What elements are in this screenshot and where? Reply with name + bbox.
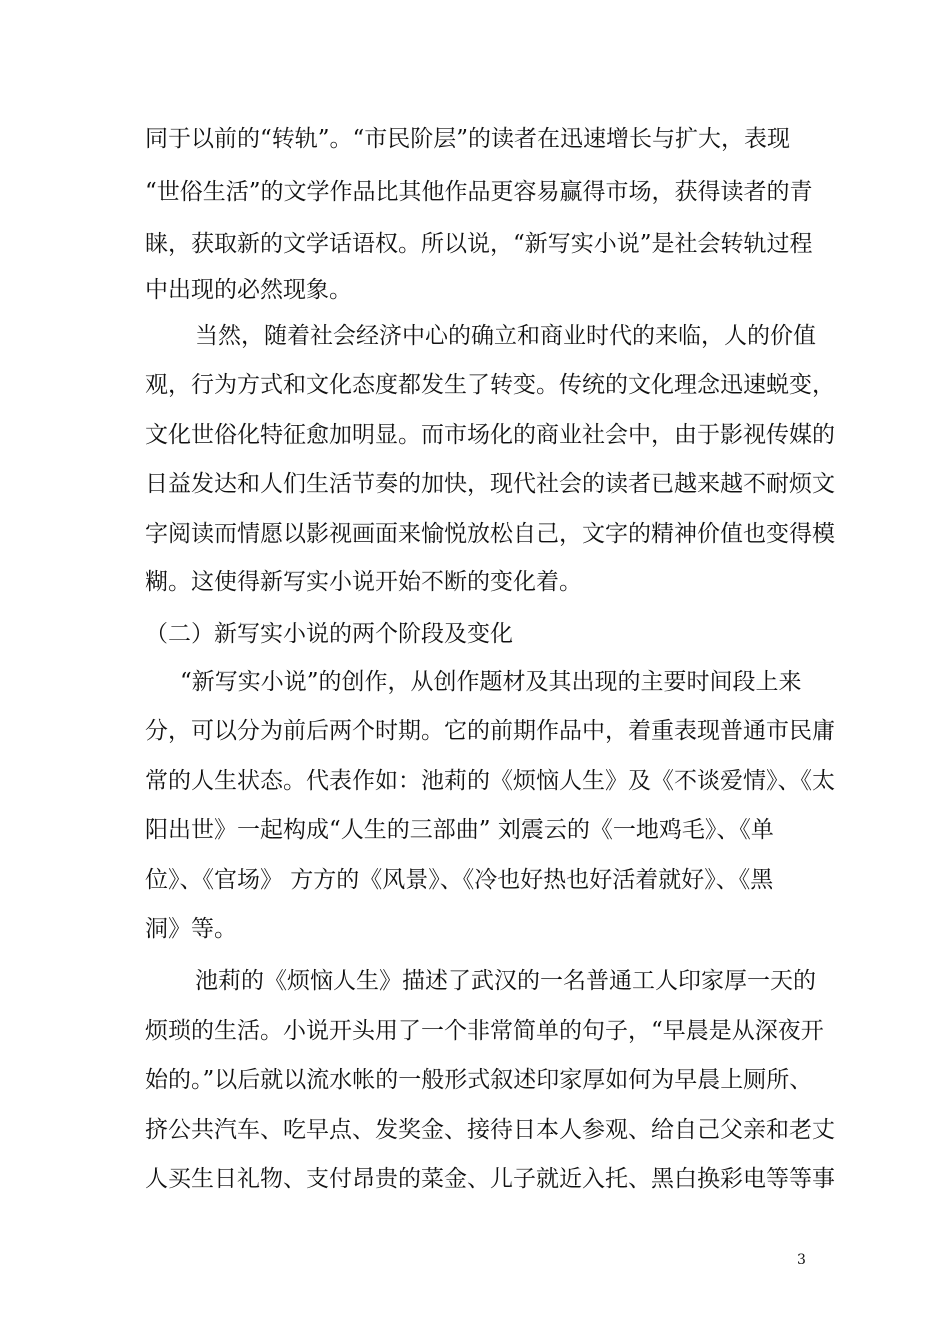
text-line: 阳出世》一起构成“人生的三部曲” 刘震云的《一地鸡毛》、《单 bbox=[145, 817, 774, 843]
text-line: 同于以前的“转轨”。“市民阶层”的读者在迅速增长与扩大，表现 bbox=[145, 126, 791, 152]
text-line: 池莉的《烦恼人生》描述了武汉的一名普通工人印家厚一天的 bbox=[195, 968, 816, 994]
text-line: 当然，随着社会经济中心的确立和商业时代的来临，人的价值 bbox=[195, 323, 816, 349]
text-line: “世俗生活”的文学作品比其他作品更容易赢得市场，获得读者的青 bbox=[145, 179, 813, 205]
text-line: 位》、《官场》 方方的《风景》、《冷也好热也好活着就好》、《黑 bbox=[145, 867, 774, 893]
text-line: 观，行为方式和文化态度都发生了转变。传统的文化理念迅速蜕变， bbox=[145, 372, 835, 398]
text-line: 中出现的必然现象。 bbox=[145, 277, 352, 303]
text-line: 始的。”以后就以流水帐的一般形式叙述印家厚如何为早晨上厕所、 bbox=[145, 1067, 813, 1093]
text-line: 常的人生状态。代表作如：池莉的《烦恼人生》及《不谈爱情》、《太 bbox=[145, 768, 835, 794]
text-line: 字阅读而情愿以影视画面来愉悦放松自己，文字的精神价值也变得模 bbox=[145, 521, 835, 547]
text-line: 日益发达和人们生活节奏的加快，现代社会的读者已越来越不耐烦文 bbox=[145, 471, 835, 497]
text-line: 糊。这使得新写实小说开始不断的变化着。 bbox=[145, 569, 582, 595]
text-line: 人买生日礼物、支付昂贵的菜金、儿子就近入托、黑白换彩电等等事 bbox=[145, 1166, 835, 1192]
text-line: 洞》等。 bbox=[145, 916, 237, 942]
text-line: 分，可以分为前后两个时期。它的前期作品中，着重表现普通市民庸 bbox=[145, 718, 835, 744]
section-heading: （二）新写实小说的两个阶段及变化 bbox=[145, 621, 513, 647]
text-line: 挤公共汽车、吃早点、发奖金、接待日本人参观、给自己父亲和老丈 bbox=[145, 1117, 835, 1143]
text-line: 文化世俗化特征愈加明显。而市场化的商业社会中，由于影视传媒的 bbox=[145, 422, 835, 448]
page-number: 3 bbox=[797, 1252, 806, 1268]
text-line: 烦琐的生活。小说开头用了一个非常简单的句子，“早晨是从深夜开 bbox=[145, 1018, 824, 1044]
text-line: “新写实小说”的创作，从创作题材及其出现的主要时间段上来 bbox=[180, 669, 802, 695]
text-line: 睐，获取新的文学话语权。所以说，“新写实小说”是社会转轨过程 bbox=[145, 231, 813, 257]
